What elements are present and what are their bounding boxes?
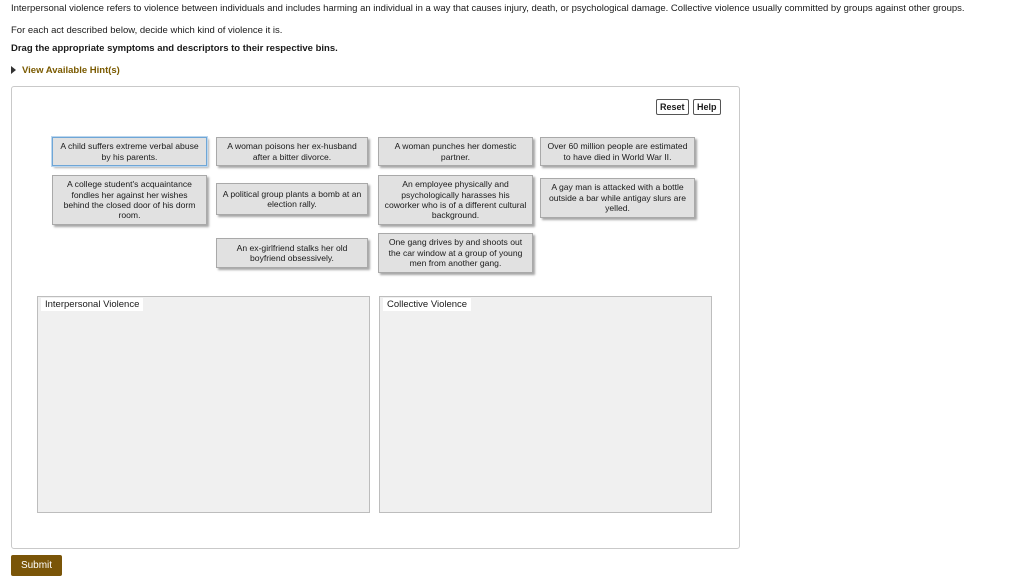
caret-right-icon (11, 66, 16, 74)
drag-instruction: Drag the appropriate symptoms and descriptors to their respective bins. (11, 43, 338, 54)
card-woman-punches[interactable]: A woman punches her domestic partner. (378, 137, 533, 166)
card-gang-drive-by[interactable]: One gang drives by and shoots out the car window at a group of young men from another gang. (378, 233, 533, 273)
card-child-verbal-abuse[interactable]: A child suffers extreme verbal abuse by his parents. (52, 137, 207, 166)
card-employee-harasses[interactable]: An employee physically and psychologically harasses his coworker who is of a different cultural background. (378, 175, 533, 225)
card-ex-girlfriend-stalks[interactable]: An ex-girlfriend stalks her old boyfriend obsessively. (216, 238, 368, 268)
card-political-bomb[interactable]: A political group plants a bomb at an election rally. (216, 183, 368, 215)
card-college-student[interactable]: A college student's acquaintance fondles her against her wishes behind the closed door of his dorm room. (52, 175, 207, 225)
card-world-war[interactable]: Over 60 million people are estimated to have died in World War II. (540, 137, 695, 166)
card-woman-poisons[interactable]: A woman poisons her ex-husband after a bitter divorce. (216, 137, 368, 166)
submit-button[interactable]: Submit (11, 555, 62, 576)
help-button[interactable]: Help (693, 99, 721, 115)
bin-collective-violence[interactable] (379, 296, 712, 513)
hint-label: View Available Hint(s) (22, 65, 120, 76)
hint-toggle[interactable] (11, 65, 120, 76)
reset-button[interactable]: Reset (656, 99, 689, 115)
bin-interpersonal-violence[interactable] (37, 296, 370, 513)
instruction-text: For each act described below, decide which kind of violence it is. (11, 25, 283, 36)
intro-text: Interpersonal violence refers to violence between individuals and includes harming an individual in a way that causes injury, death, or psychological damage. Collective violence usually committed by groups against other groups. (11, 3, 965, 14)
card-gay-man-attacked[interactable]: A gay man is attacked with a bottle outside a bar while antigay slurs are yelled. (540, 178, 695, 218)
bin-collective-label: Collective Violence (383, 298, 471, 311)
bin-interpersonal-label: Interpersonal Violence (41, 298, 143, 311)
